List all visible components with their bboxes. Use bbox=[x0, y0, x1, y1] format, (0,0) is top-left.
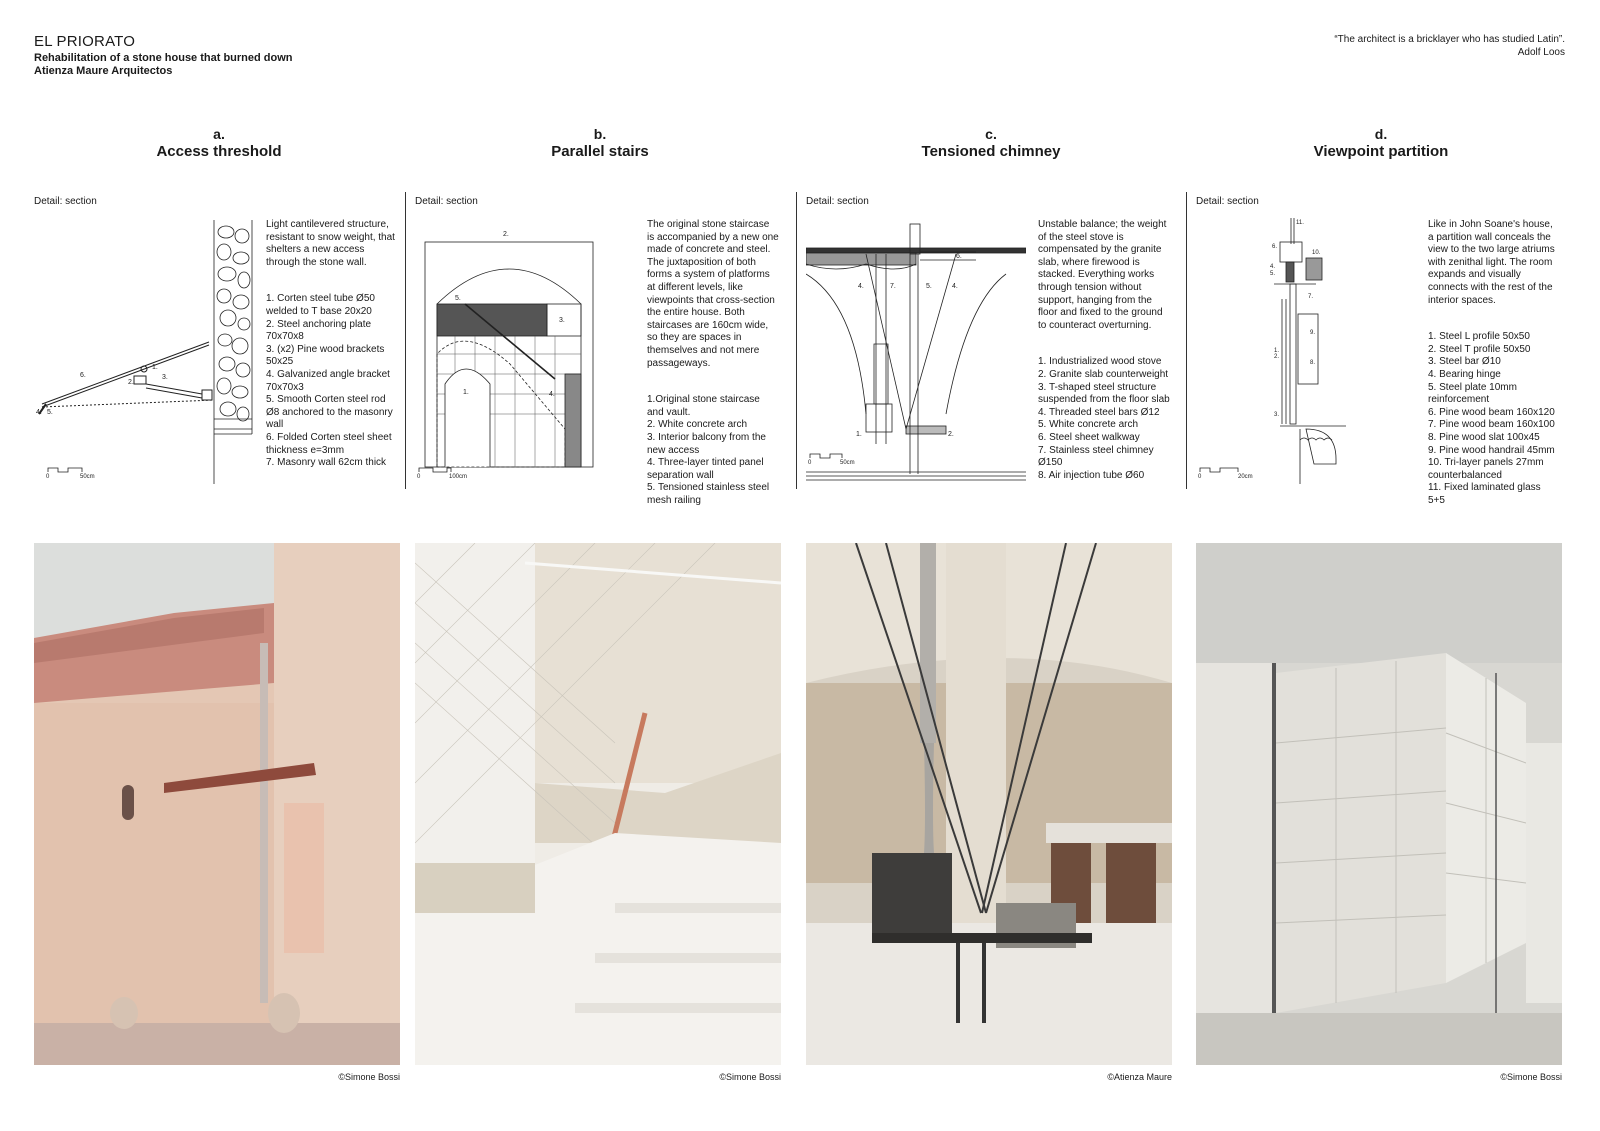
column-divider bbox=[405, 192, 406, 489]
callout-label: 6. bbox=[1272, 244, 1278, 250]
legend-item: 1. Steel L profile 50x50 bbox=[1428, 331, 1530, 343]
callout-label: 5. bbox=[926, 283, 932, 290]
legend-item: 4. Threaded steel bars Ø12 bbox=[1038, 406, 1160, 418]
detail-column-viewpoint-partition bbox=[1196, 0, 1566, 1131]
legend-item: 5. Smooth Corten steel rod Ø8 anchored to the masonry wall bbox=[266, 394, 393, 431]
legend-item: 2. Granite slab counterweight bbox=[1038, 368, 1169, 380]
legend-item: 2. Steel T profile 50x50 bbox=[1428, 343, 1531, 355]
callout-label: 2. bbox=[1274, 354, 1280, 360]
callout-label: 4. bbox=[858, 283, 864, 290]
legend-item: 3. T-shaped steel structure suspended from the floor slab bbox=[1038, 381, 1170, 406]
detail-label: Detail: section bbox=[1196, 196, 1259, 207]
callout-label: 4. bbox=[1270, 264, 1276, 270]
callout-label: 7. bbox=[890, 283, 896, 290]
detail-description bbox=[647, 219, 779, 507]
callout-label: 5. bbox=[455, 295, 461, 302]
legend-list bbox=[647, 394, 779, 507]
description-paragraph: Unstable balance; the weight of the steel stove is compensated by the granite slab, where firewood is stacked. Everything works through tension without support, hanging from the floor and fixed to the ground to counteract overturning. bbox=[1038, 219, 1167, 331]
project-subtitle: Rehabilitation of a stone house that burned down bbox=[34, 52, 293, 64]
detail-column-tensioned-chimney bbox=[806, 0, 1176, 1131]
legend-item: 6. Pine wood beam 160x120 bbox=[1428, 406, 1555, 418]
scale-zero: 0 bbox=[417, 474, 421, 480]
callout-label: 1. bbox=[152, 364, 158, 371]
architects-name: Atienza Maure Arquitectos bbox=[34, 65, 173, 77]
legend-item: 4. Galvanized angle bracket 70x70x3 bbox=[266, 368, 390, 393]
legend-item: 8. Pine wood slat 100x45 bbox=[1428, 431, 1540, 443]
photo-interior-partition bbox=[1196, 543, 1562, 1065]
callout-label: 10. bbox=[1312, 250, 1321, 256]
detail-label: Detail: section bbox=[34, 196, 97, 207]
callout-label: 1. bbox=[856, 431, 862, 438]
callout-label: 2. bbox=[128, 379, 134, 386]
photo-interior-stairs bbox=[415, 543, 781, 1065]
column-divider bbox=[1186, 192, 1187, 489]
detail-description bbox=[1038, 219, 1170, 482]
legend-item: 1.Original stone staircase and vault. bbox=[647, 394, 760, 418]
scale-zero: 0 bbox=[1198, 474, 1202, 480]
legend-item: 6. Steel sheet walkway bbox=[1038, 431, 1140, 443]
legend-item: 11. Fixed laminated glass 5+5 bbox=[1428, 482, 1541, 506]
callout-label: 2. bbox=[948, 431, 954, 438]
callout-label: 3. bbox=[1274, 412, 1280, 418]
column-letter: a. bbox=[213, 126, 225, 142]
photo-credit: ©Simone Bossi bbox=[338, 1072, 400, 1082]
callout-label: 3. bbox=[162, 374, 168, 381]
scale-label: 50cm bbox=[80, 474, 95, 480]
legend-item: 1. Corten steel tube Ø50 welded to T base 20x20 bbox=[266, 293, 375, 317]
legend-list bbox=[1428, 331, 1560, 507]
photo-exterior-canopy bbox=[34, 543, 400, 1065]
callout-label: 3. bbox=[559, 317, 565, 324]
column-heading bbox=[1196, 125, 1566, 161]
detail-label: Detail: section bbox=[806, 196, 869, 207]
legend-item: 4. Three-layer tinted panel separation wall bbox=[647, 457, 764, 481]
legend-item: 5. Tensioned stainless steel mesh railing bbox=[647, 482, 770, 506]
legend-item: 5. Steel plate 10mm reinforcement bbox=[1428, 381, 1517, 406]
scale-zero: 0 bbox=[46, 474, 50, 480]
detail-column-parallel-stairs bbox=[415, 0, 785, 1131]
callout-label: 1. bbox=[1274, 348, 1280, 354]
callout-label: 7. bbox=[1308, 294, 1314, 300]
section-drawing-canopy bbox=[34, 214, 254, 494]
photo-interior-stove bbox=[806, 543, 1172, 1065]
callout-label: 11. bbox=[1296, 220, 1304, 226]
legend-item: 8. Air injection tube Ø60 bbox=[1038, 469, 1145, 481]
scale-label: 50cm bbox=[840, 460, 855, 466]
detail-column-access-threshold bbox=[34, 0, 404, 1131]
callout-label: 4. bbox=[952, 283, 958, 290]
section-drawing-chimney bbox=[806, 214, 1026, 494]
legend-item: 2. Steel anchoring plate 70x70x8 bbox=[266, 318, 372, 343]
legend-item: 9. Pine wood handrail 45mm bbox=[1428, 444, 1555, 456]
scale-label: 20cm bbox=[1238, 474, 1253, 480]
scale-zero: 0 bbox=[808, 460, 812, 466]
callout-label: 4. bbox=[549, 391, 555, 398]
legend-item: 3. Steel bar Ø10 bbox=[1428, 356, 1501, 368]
column-letter: b. bbox=[593, 126, 607, 142]
description-paragraph: The original stone staircase is accompanied by a new one made of concrete and steel. The juxtaposition of both forms a system of platforms at different levels, like viewpoints that cross-section the entire house. Both staircases are 160cm wide, so they are spaces in themselves and not mere passageways. bbox=[647, 219, 779, 369]
quote-text: “The architect is a bricklayer who has studied Latin”. bbox=[1334, 34, 1565, 45]
legend-list bbox=[266, 293, 398, 469]
detail-description bbox=[1428, 219, 1560, 507]
photo-credit: ©Simone Bossi bbox=[1500, 1072, 1562, 1082]
callout-label: 5. bbox=[1270, 271, 1276, 277]
column-title: Tensioned chimney bbox=[921, 143, 1061, 160]
callout-label: 9. bbox=[1310, 330, 1316, 336]
column-divider bbox=[796, 192, 797, 489]
photo-credit: ©Simone Bossi bbox=[719, 1072, 781, 1082]
column-letter: c. bbox=[985, 126, 997, 142]
legend-item: 1. Industrialized wood stove bbox=[1038, 356, 1162, 368]
column-title: Viewpoint partition bbox=[1313, 143, 1449, 160]
photo-credit: ©Atienza Maure bbox=[1107, 1072, 1172, 1082]
legend-item: 7. Masonry wall 62cm thick bbox=[266, 457, 387, 469]
project-name: EL PRIORATO bbox=[34, 33, 136, 50]
callout-label: 4. bbox=[36, 409, 42, 416]
legend-item: 2. White concrete arch bbox=[647, 419, 748, 431]
column-heading bbox=[806, 125, 1176, 161]
detail-label: Detail: section bbox=[415, 196, 478, 207]
callout-label: 8. bbox=[1310, 360, 1316, 366]
callout-label: 2. bbox=[503, 231, 509, 238]
legend-item: 5. White concrete arch bbox=[1038, 419, 1139, 431]
section-drawing-stairs bbox=[415, 214, 635, 494]
legend-item: 3. (x2) Pine wood brackets 50x25 bbox=[266, 343, 385, 368]
description-paragraph: Light cantilevered structure, resistant to snow weight, that shelters a new access through the stone wall. bbox=[266, 219, 395, 268]
callout-label: 6. bbox=[956, 253, 962, 260]
legend-item: 7. Stainless steel chimney Ø150 bbox=[1038, 444, 1154, 469]
callout-label: 5. bbox=[47, 409, 53, 416]
legend-item: 6. Folded Corten steel sheet thickness e=3mm bbox=[266, 431, 392, 456]
column-heading bbox=[34, 125, 404, 161]
quote-author: Adolf Loos bbox=[1517, 47, 1565, 58]
section-drawing-partition bbox=[1196, 214, 1416, 494]
legend-item: 4. Bearing hinge bbox=[1428, 368, 1501, 380]
column-title: Access threshold bbox=[156, 143, 282, 160]
callout-label: 6. bbox=[80, 372, 86, 379]
scale-label: 100cm bbox=[449, 474, 468, 480]
legend-item: 7. Pine wood beam 160x100 bbox=[1428, 419, 1555, 431]
description-paragraph: Like in John Soane's house, a partition wall conceals the view to the two large atriums with zenithal light. The room expands and visually connects with the rest of the interior spaces. bbox=[1428, 219, 1555, 306]
column-title: Parallel stairs bbox=[551, 143, 649, 160]
detail-description bbox=[266, 219, 398, 470]
column-heading bbox=[415, 125, 785, 161]
callout-label: 1. bbox=[463, 389, 469, 396]
legend-item: 3. Interior balcony from the new access bbox=[647, 431, 766, 456]
column-letter: d. bbox=[1374, 126, 1388, 142]
legend-list bbox=[1038, 356, 1170, 482]
legend-item: 10. Tri-layer panels 27mm counterbalanced bbox=[1428, 457, 1544, 481]
